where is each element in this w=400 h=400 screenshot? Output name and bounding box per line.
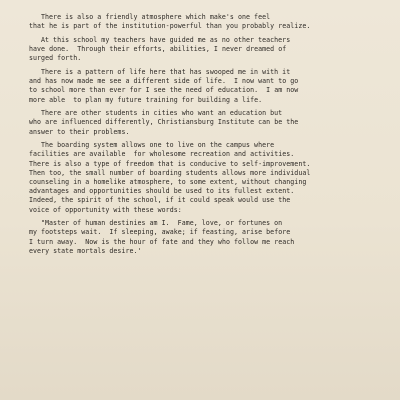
text-line: counseling in a homelike atmosphere, to some extent, without changing: [29, 178, 307, 186]
text-line: who are influenced differently, Christiansburg Institute can be the: [29, 118, 299, 127]
text-line: my footsteps wait. If sleeping, awake; if feasting, arise before: [29, 228, 291, 237]
text-line: "Master of human destinies am I. Fame, love, or fortunes on: [41, 219, 283, 228]
text-line: The boarding system allows one to live on the campus where: [41, 141, 275, 150]
paragraph-other-students: [29, 109, 386, 137]
paragraph-boarding-system: [29, 141, 386, 215]
paragraph-quotation: [29, 219, 386, 256]
paragraph-teachers: [29, 36, 386, 64]
text-line: more able to plan my future training for building a life.: [29, 95, 263, 104]
text-line: that he is part of the institution-powerful than you probably realize.: [29, 22, 311, 31]
text-line: advantages and opportunities should be used to its fullest extent.: [29, 187, 295, 196]
text-line: facilities are available for wholesome recreation and activities.: [29, 150, 295, 159]
text-line: There is also a friendly atmosphere which make's one feel: [41, 13, 271, 21]
text-line: surged forth.: [29, 54, 82, 63]
text-line: Then too, the small number of boarding students allows more individual: [29, 168, 311, 177]
text-line: There is also a type of freedom that is conducive to self-improvement.: [29, 159, 311, 168]
text-line: Indeed, the spirit of the school, if it could speak would use the: [29, 196, 291, 205]
text-line: answer to their problems.: [29, 127, 130, 136]
text-line: I turn away. Now is the hour of fate and they who follow me reach: [29, 237, 295, 246]
text-line: voice of opportunity with these words:: [29, 205, 182, 214]
text-line: There is a pattern of life here that has swooped me in with it: [41, 67, 291, 76]
paragraph-atmosphere: [29, 13, 386, 31]
text-line: At this school my teachers have guided me as no other teachers: [41, 35, 291, 44]
text-line: have done. Through their efforts, abilities, I never dreamed of: [29, 45, 287, 54]
text-line: There are other students in cities who want an education but: [41, 109, 283, 118]
paragraph-pattern-of-life: [29, 68, 386, 105]
text-line: to school more than ever for I see the need of education. I am now: [29, 86, 299, 95]
text-line: and has now made me see a different side of life. I now want to go: [29, 77, 299, 86]
text-line: every state mortals desire.': [29, 246, 142, 255]
